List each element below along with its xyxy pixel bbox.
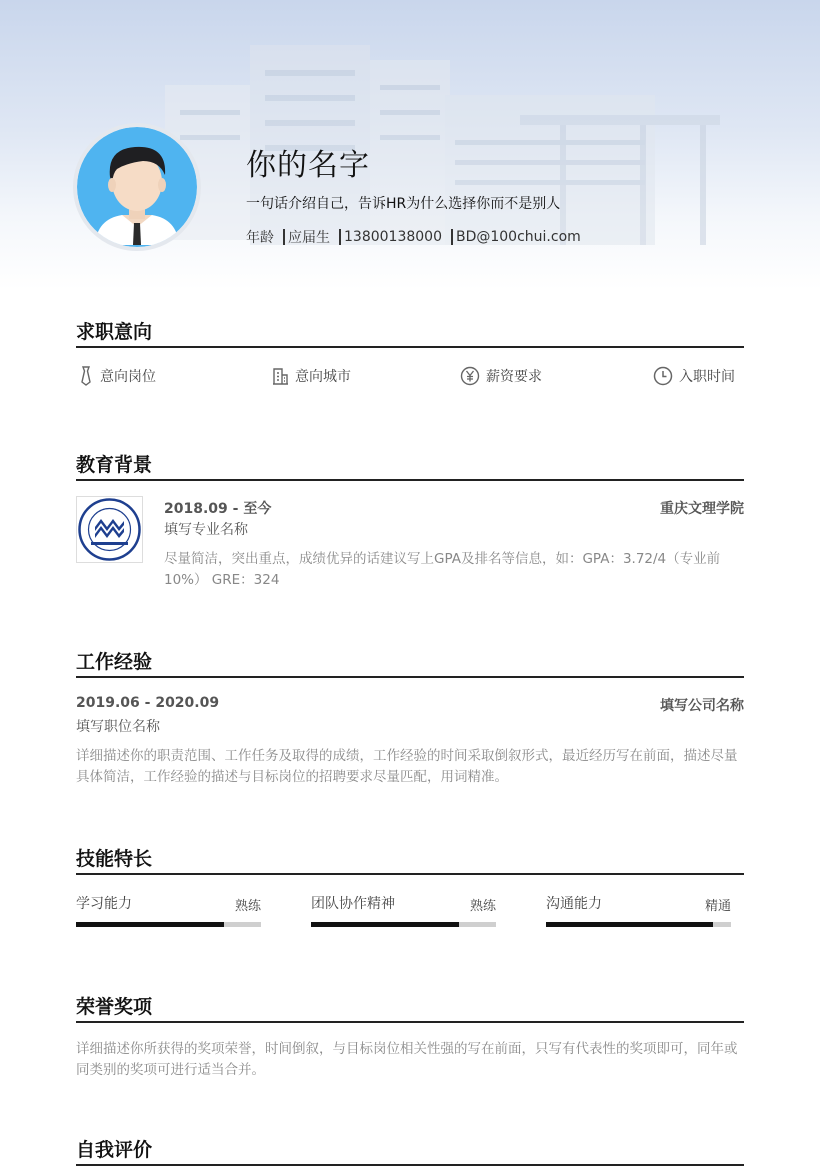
candidate-name: 你的名字 [246,148,370,183]
section-title-skills: 技能特长 [76,845,744,875]
tie-icon [78,366,94,386]
skill-level: 熟练 [234,899,261,914]
honors-description: 详细描述你所获得的奖项荣誉，时间倒叙，与目标岗位相关性强的写在前面，只写有代表性的奖项即可，同年或同类别的奖项可进行适当合并。 [76,1041,738,1078]
contact-info [246,227,581,247]
section-title-work: 工作经验 [76,648,744,678]
school-name: 重庆文理学院 [660,501,744,517]
education-description: 尽量简洁，突出重点，成绩优异的话建议写上GPA及排名等信息，如：GPA：3.72/4（专业前10%） GRE：324 [164,551,721,588]
skill-level: 熟练 [469,899,496,914]
building-icon [272,367,289,385]
company-name: 填写公司名称 [660,698,744,714]
avatar [73,123,201,251]
skill-item [546,893,731,929]
section-title-intention: 求职意向 [76,318,744,348]
section-title-honors: 荣誉奖项 [76,993,744,1023]
skill-progress-track [546,922,731,927]
skill-progress-track [311,922,496,927]
skill-progress-fill [311,922,459,927]
self-introduction: 一句话介绍自己，告诉HR为什么选择你而不是别人 [246,196,561,212]
skill-name: 团队协作精神 [311,896,395,912]
age: 年龄 [246,230,274,246]
job-intention-row [76,366,744,390]
intention-start-time: 入职时间 [653,366,735,386]
separator [339,229,341,245]
skill-progress-track [76,922,261,927]
intention-city: 意向城市 [272,366,351,386]
skill-name: 沟通能力 [546,896,602,912]
section-title-education: 教育背景 [76,451,744,481]
separator [283,229,285,245]
skill-item [311,893,496,929]
skill-name: 学习能力 [76,896,132,912]
skill-item [76,893,261,929]
skill-progress-fill [76,922,224,927]
skill-progress-fill [546,922,713,927]
section-title-self-evaluation: 自我评价 [76,1136,744,1166]
graduate-status: 应届生 [288,230,330,246]
intention-salary: 薪资要求 [460,366,542,386]
education-period: 2018.09 - 至今 [164,501,272,517]
major-name: 填写专业名称 [164,522,248,538]
email-address: BD@100chui.com [455,229,581,245]
university-logo [76,496,143,563]
separator [451,229,453,245]
position-name: 填写职位名称 [76,719,160,735]
work-description: 详细描述你的职责范围、工作任务及取得的成绩，工作经验的时间采取倒叙形式，最近经历写在前面，描述尽量具体简洁，工作经验的描述与目标岗位的招聘要求尽量匹配，用词精准。 [76,748,738,785]
yen-icon [460,366,480,386]
intention-position: 意向岗位 [78,366,156,386]
skill-level: 精通 [704,899,731,914]
work-period: 2019.06 - 2020.09 [76,695,220,711]
clock-icon [653,366,673,386]
university-seal-icon [77,497,142,562]
person-avatar-icon [77,127,197,247]
phone-number: 13800138000 [344,229,442,245]
